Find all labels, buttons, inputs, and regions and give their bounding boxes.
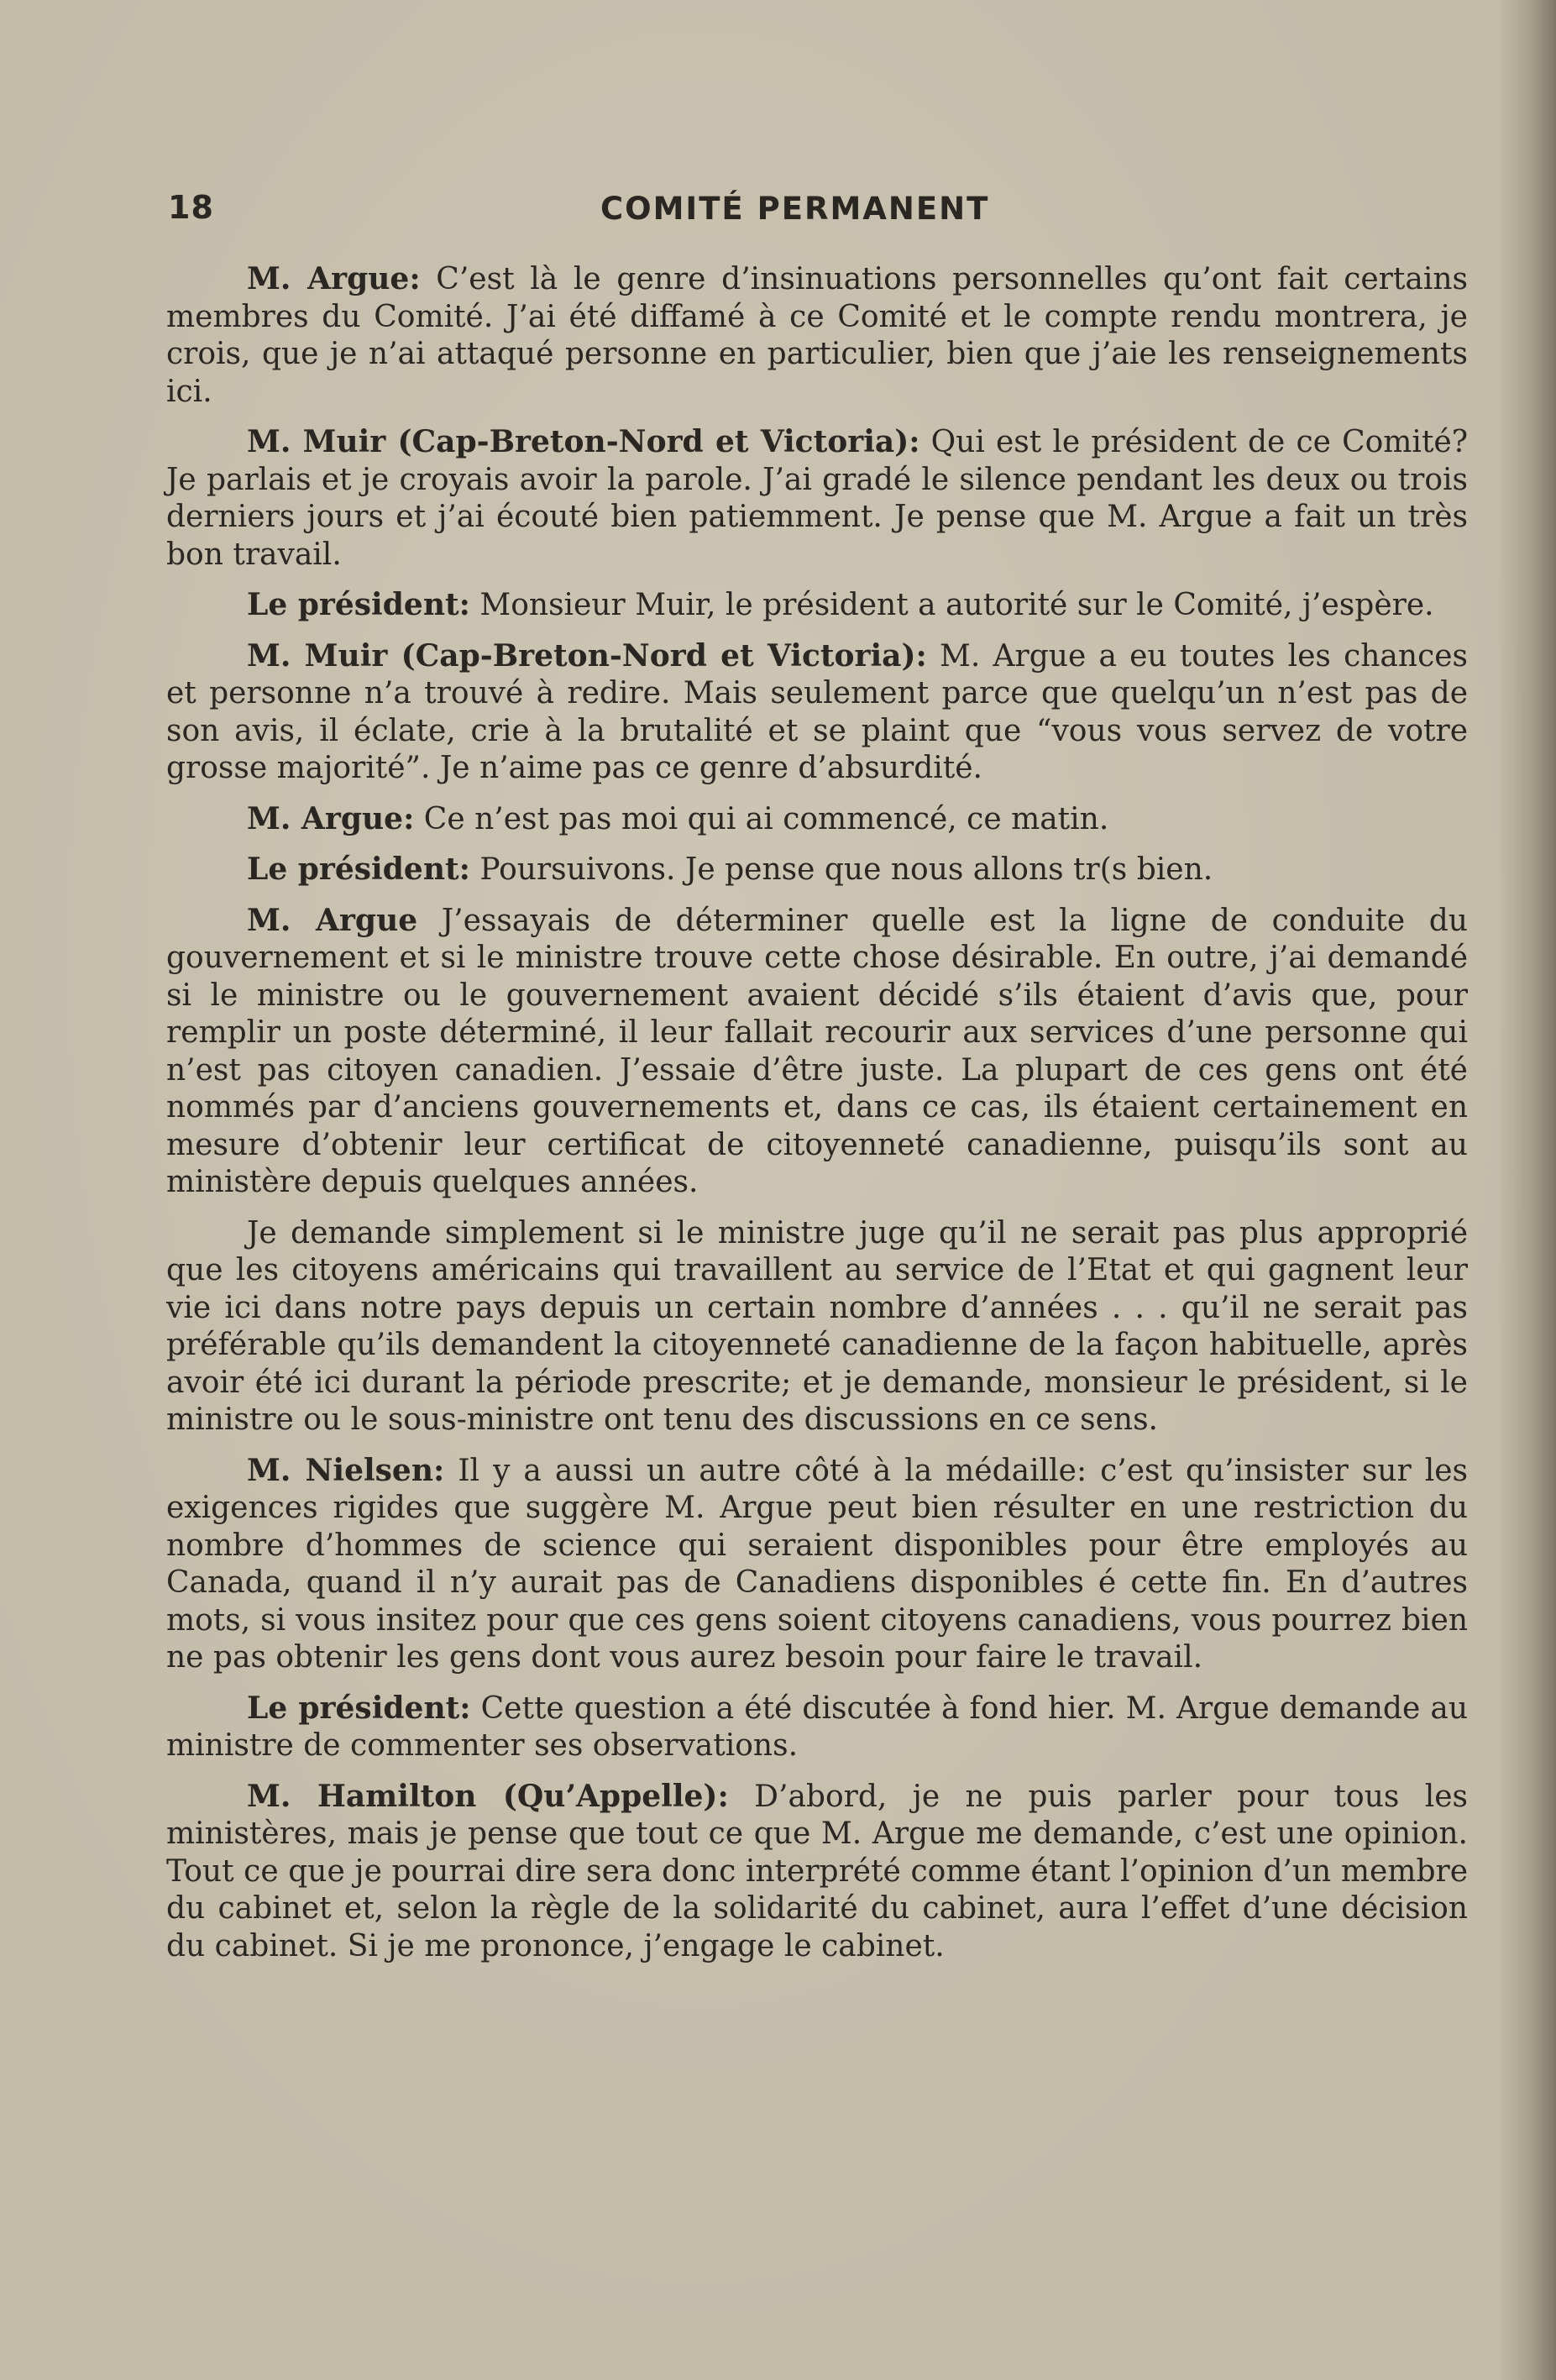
speaker-name: M. Argue: (247, 800, 415, 836)
speaker-name: M. Hamilton (Qu’Appelle): (247, 1778, 729, 1814)
speaker-name: Le président: (247, 852, 470, 887)
speech-text: C’est là le genre d’insinuations personnelles qu’ont fait certains membres du Comité. J’ai été diffamé à ce Comité et le compte rendu montrera, je crois, que je n’ai attaqué personne en particulier, bien que j’aie les renseignements ici. (166, 262, 1468, 409)
speaker-name: M. Muir (Cap-Breton-Nord et Victoria): (247, 424, 920, 459)
speaker-name: M. Nielsen: (247, 1452, 445, 1488)
speech-text: Je demande simplement si le ministre juge qu’il ne serait pas plus approprié que les citoyens américains qui travaillent au service de l’Etat et qui gagnent leur vie ici dans notre pays depuis un certain nombre d’années . . . qu’il ne serait pas préférable qu’ils demandent la citoyenneté canadienne de la façon habituelle, après avoir été ici durant la période prescrite; et je demande, monsieur le président, si le ministre ou le sous-ministre ont tenu des discussions en ce sens. (166, 1215, 1468, 1437)
speech-text: Ce n’est pas moi qui ai commencé, ce matin. (414, 801, 1109, 836)
speaker-name: M. Argue: (247, 261, 421, 296)
speech-text: Il y a aussi un autre côté à la médaille: c’est qu’insister sur les exigences rigides que suggère M. Argue peut bien résulter en une restriction du nombre d’hommes de science qui seraient disponibles pour être employés au Canada, quand il n’y aurait pas de Canadiens disponibles é cette fin. En d’autres mots, si vous insitez pour que ces gens soient citoyens canadiens, vous pourrez bien ne pas obtenir les gens dont vous aurez besoin pour faire le travail. (166, 1453, 1469, 1675)
speech-text: Monsieur Muir, le président a autorité sur le Comité, j’espère. (469, 588, 1434, 622)
speaker-name: M. Muir (Cap-Breton-Nord et Victoria): (247, 637, 927, 674)
transcript-paragraph (166, 1452, 1468, 1677)
transcript-paragraph (166, 260, 1468, 411)
speech-text: Cette question a été discutée à fond hier. M. Argue demande au ministre de commenter ses observations. (166, 1691, 1469, 1763)
speaker-name: Le président: (247, 587, 470, 622)
running-title: COMITÉ PERMANENT (600, 191, 990, 227)
transcript-paragraph (166, 1690, 1468, 1765)
speaker-name: M. Argue (247, 902, 418, 938)
speech-text: M. Argue a eu toutes les chances et personne n’a trouvé à redire. Mais seulement parce que quelqu’un n’est pas de son avis, il éclate, crie à la brutalité et se plaint que “vous vous servez de votre grosse majorité”. Je n’aime pas ce genre d’absurdité. (166, 638, 1469, 785)
page-number: 18 (168, 189, 214, 226)
transcript-paragraph (166, 851, 1468, 889)
transcript-paragraph (166, 800, 1468, 839)
speech-text: Qui est le président de ce Comité? Je parlais et je croyais avoir la parole. J’ai gradé le silence pendant les deux ou trois derniers jours et j’ai écouté bien patiemment. Je pense que M. Argue a fait un très bon travail. (166, 425, 1469, 572)
transcript-paragraph (166, 902, 1468, 1202)
transcript-paragraph (166, 1214, 1468, 1439)
speech-text: Poursuivons. Je pense que nous allons tr(s bien. (469, 852, 1213, 887)
speech-text: J’essayais de déterminer quelle est la ligne de conduite du gouvernement et si le ministre trouve cette chose désirable. En outre, j’ai demandé si le ministre ou le gouvernement avaient décidé s’ils étaient d’avis que, pour remplir un poste déterminé, il leur fallait recourir aux services d’une personne qui n’est pas citoyen canadien. J’essaie d’être juste. La plupart de ces gens ont été nommés par d’anciens gouvernements et, dans ce cas, ils étaient certainement en mesure d’obtenir leur certificat de citoyenneté canadienne, puisqu’ils sont au ministère depuis quelques années. (166, 903, 1468, 1199)
transcript-paragraph (166, 637, 1468, 788)
transcript-body (166, 260, 1468, 1978)
page-header (168, 189, 1470, 239)
page-gutter-shadow (1497, 0, 1556, 2380)
transcript-paragraph (166, 1778, 1468, 1966)
transcript-paragraph (166, 586, 1468, 625)
speaker-name: Le président: (247, 1690, 471, 1726)
transcript-paragraph (166, 423, 1468, 574)
speech-text: D’abord, je ne puis parler pour tous les ministères, mais je pense que tout ce que M. Argue me demande, c’est une opinion. Tout ce que je pourrai dire sera donc interprété comme étant l’opinion d’un membre du cabinet et, selon la règle de la solidarité du cabinet, aura l’effet d’une décision du cabinet. Si je me prononce, j’engage le cabinet. (166, 1779, 1469, 1963)
